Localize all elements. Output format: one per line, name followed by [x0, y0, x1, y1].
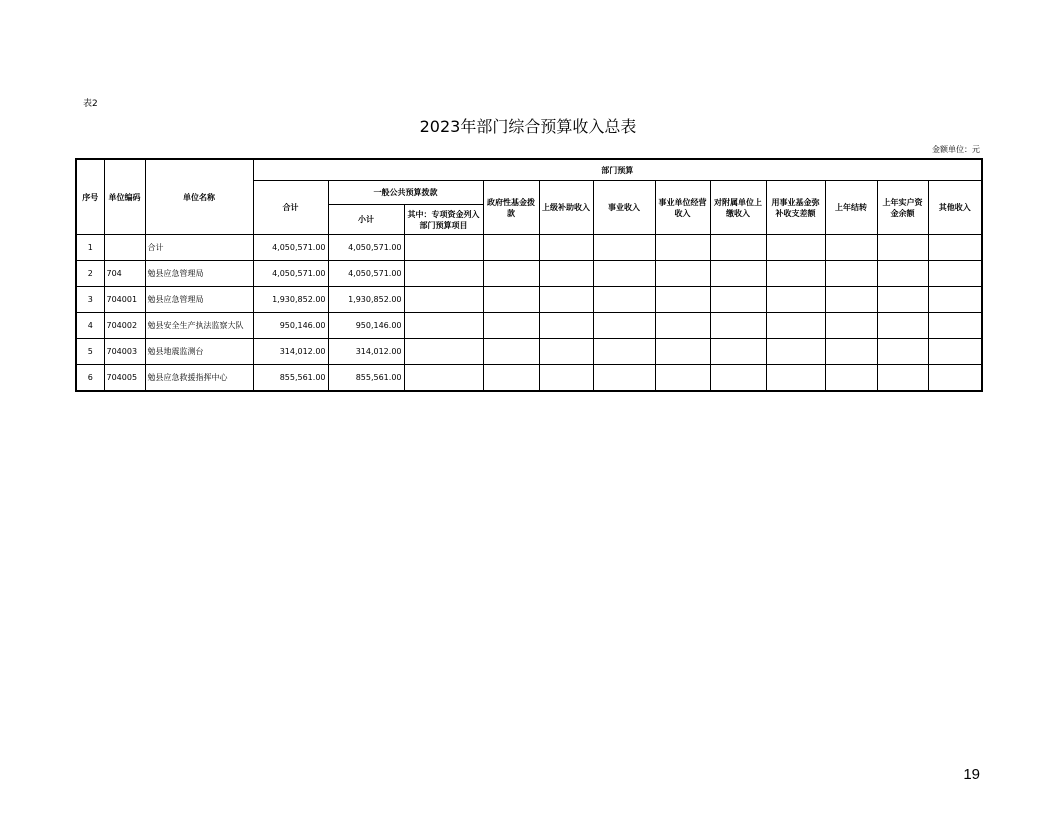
cell-empty [483, 261, 539, 287]
cell-empty [825, 313, 877, 339]
cell-empty [766, 287, 825, 313]
cell-empty [928, 235, 982, 261]
cell-name: 勉县地震监测台 [145, 339, 253, 365]
cell-empty [483, 365, 539, 392]
header-general-public: 一般公共预算拨款 [328, 181, 483, 205]
cell-empty [539, 339, 593, 365]
cell-empty [539, 235, 593, 261]
cell-empty [710, 235, 766, 261]
header-code: 单位编码 [104, 159, 145, 235]
cell-empty [404, 313, 483, 339]
cell-total: 314,012.00 [253, 339, 328, 365]
cell-empty [928, 339, 982, 365]
cell-empty [710, 313, 766, 339]
cell-empty [539, 365, 593, 392]
cell-empty [655, 339, 710, 365]
header-business-operation: 事业单位经营收入 [655, 181, 710, 235]
budget-income-table [75, 158, 983, 392]
header-upper-subsidy: 上级补助收入 [539, 181, 593, 235]
header-business-income: 事业收入 [593, 181, 655, 235]
cell-empty [539, 261, 593, 287]
cell-empty [766, 235, 825, 261]
cell-code [104, 235, 145, 261]
table-row [76, 235, 982, 261]
cell-empty [539, 287, 593, 313]
cell-name: 勉县应急救援指挥中心 [145, 365, 253, 392]
cell-empty [928, 261, 982, 287]
cell-seq: 4 [76, 313, 104, 339]
header-prior-balance: 上年实户资金余额 [877, 181, 928, 235]
cell-empty [877, 235, 928, 261]
cell-empty [655, 313, 710, 339]
cell-seq: 5 [76, 339, 104, 365]
cell-empty [928, 287, 982, 313]
cell-empty [877, 339, 928, 365]
cell-name: 勉县安全生产执法监察大队 [145, 313, 253, 339]
cell-empty [593, 313, 655, 339]
header-subtotal: 小计 [328, 205, 404, 235]
cell-code: 704003 [104, 339, 145, 365]
header-carryover: 上年结转 [825, 181, 877, 235]
cell-subtotal: 1,930,852.00 [328, 287, 404, 313]
cell-empty [593, 365, 655, 392]
cell-subtotal: 4,050,571.00 [328, 235, 404, 261]
page-title: 2023年部门综合预算收入总表 [419, 117, 637, 136]
cell-empty [825, 287, 877, 313]
table-row [76, 261, 982, 287]
cell-empty [483, 235, 539, 261]
cell-code: 704 [104, 261, 145, 287]
cell-subtotal: 314,012.00 [328, 339, 404, 365]
cell-empty [404, 235, 483, 261]
header-special-project: 其中：专项资金列入部门预算项目 [404, 205, 483, 235]
table-label: 表2 [83, 99, 98, 109]
cell-seq: 2 [76, 261, 104, 287]
cell-total: 4,050,571.00 [253, 235, 328, 261]
cell-total: 855,561.00 [253, 365, 328, 392]
cell-empty [825, 365, 877, 392]
cell-empty [593, 261, 655, 287]
cell-empty [877, 261, 928, 287]
header-dept-budget: 部门预算 [253, 159, 982, 181]
cell-empty [404, 365, 483, 392]
header-name: 单位名称 [145, 159, 253, 235]
cell-empty [710, 339, 766, 365]
cell-code: 704005 [104, 365, 145, 392]
cell-empty [593, 287, 655, 313]
header-seq: 序号 [76, 159, 104, 235]
cell-total: 950,146.00 [253, 313, 328, 339]
cell-empty [593, 235, 655, 261]
cell-empty [766, 313, 825, 339]
cell-subtotal: 4,050,571.00 [328, 261, 404, 287]
cell-empty [877, 365, 928, 392]
page-number: 19 [963, 766, 980, 783]
cell-seq: 3 [76, 287, 104, 313]
cell-empty [404, 339, 483, 365]
cell-empty [877, 313, 928, 339]
cell-total: 4,050,571.00 [253, 261, 328, 287]
cell-empty [593, 339, 655, 365]
cell-empty [825, 235, 877, 261]
cell-empty [483, 339, 539, 365]
header-subordinate-income: 对附属单位上缴收入 [710, 181, 766, 235]
table-row [76, 365, 982, 392]
header-gov-fund: 政府性基金拨款 [483, 181, 539, 235]
header-other-income: 其他收入 [928, 181, 982, 235]
header-total: 合计 [253, 181, 328, 235]
cell-name: 合计 [145, 235, 253, 261]
cell-subtotal: 855,561.00 [328, 365, 404, 392]
cell-empty [766, 365, 825, 392]
unit-note: 金额单位：元 [932, 145, 980, 154]
cell-empty [655, 261, 710, 287]
cell-empty [766, 261, 825, 287]
cell-empty [655, 235, 710, 261]
cell-empty [928, 313, 982, 339]
cell-seq: 6 [76, 365, 104, 392]
cell-empty [710, 287, 766, 313]
cell-empty [483, 313, 539, 339]
cell-empty [710, 365, 766, 392]
cell-name: 勉县应急管理局 [145, 261, 253, 287]
cell-empty [825, 339, 877, 365]
table-row [76, 287, 982, 313]
cell-code: 704002 [104, 313, 145, 339]
cell-empty [928, 365, 982, 392]
cell-empty [877, 287, 928, 313]
cell-empty [825, 261, 877, 287]
table-row [76, 313, 982, 339]
cell-empty [404, 261, 483, 287]
cell-name: 勉县应急管理局 [145, 287, 253, 313]
cell-empty [539, 313, 593, 339]
cell-total: 1,930,852.00 [253, 287, 328, 313]
cell-empty [710, 261, 766, 287]
cell-seq: 1 [76, 235, 104, 261]
table-row [76, 339, 982, 365]
cell-code: 704001 [104, 287, 145, 313]
cell-subtotal: 950,146.00 [328, 313, 404, 339]
cell-empty [655, 365, 710, 392]
header-fund-makeup: 用事业基金弥补收支差额 [766, 181, 825, 235]
cell-empty [404, 287, 483, 313]
cell-empty [655, 287, 710, 313]
cell-empty [766, 339, 825, 365]
cell-empty [483, 287, 539, 313]
